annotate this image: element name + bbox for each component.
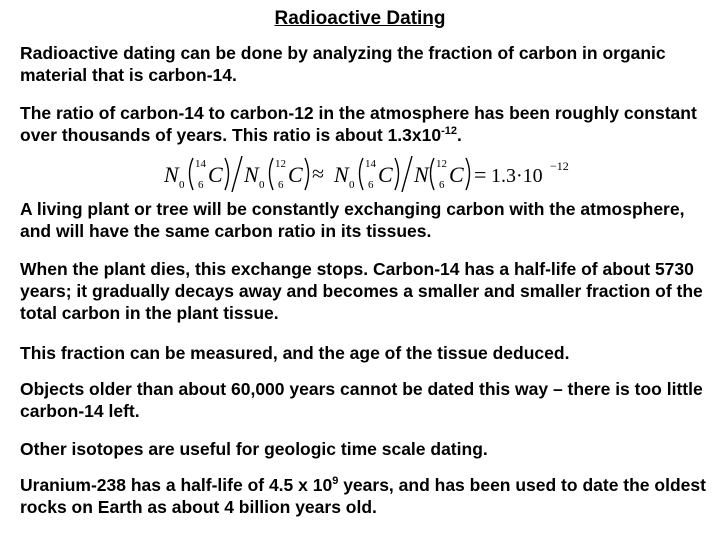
paragraph-ratio (20, 102, 710, 146)
eq-z-c: 6 (368, 179, 374, 191)
paragraph-intro: Radioactive dating can be done by analyzing the fraction of carbon in organic material that is carbon-14. (20, 43, 666, 85)
eq-c-a: C (208, 162, 223, 187)
eq-c-c: C (378, 162, 393, 187)
eq-n0-a-sub: 0 (179, 179, 185, 191)
paragraph-measured: This fraction can be measured, and the age of the tissue deduced. (20, 343, 570, 363)
eq-n0-b: N (244, 162, 259, 187)
eq-paren-close-1 (225, 158, 229, 190)
eq-n0-c: N (334, 162, 349, 187)
ratio-exponent: -12 (441, 125, 458, 138)
eq-paren-close-3 (395, 158, 399, 190)
eq-c-b: C (288, 162, 303, 187)
eq-paren-open-2 (270, 158, 274, 190)
eq-paren-close-4 (466, 158, 470, 190)
eq-slash-2 (402, 156, 412, 192)
eq-paren-open-1 (190, 158, 194, 190)
eq-n: N (414, 162, 429, 187)
uranium-text: Uranium-238 has a half-life of 4.5 x 10 (20, 475, 333, 495)
eq-paren-open-3 (360, 158, 364, 190)
page-title (0, 8, 720, 30)
paragraph-other-isotopes: Other isotopes are useful for geologic time scale dating. (20, 439, 488, 459)
eq-mass-12-a: 12 (275, 158, 286, 170)
uranium-exponent: 9 (332, 475, 339, 488)
eq-value: 1.3·10 (491, 165, 543, 187)
eq-n0-c-sub: 0 (349, 179, 355, 191)
ratio-text: The ratio of carbon-14 to carbon-12 in the atmosphere has been roughly constant over thousands of years. This ratio is about 1.3x10 (20, 103, 697, 145)
eq-z-d: 6 (439, 179, 445, 191)
eq-c-d: C (449, 162, 464, 187)
title-text: Radioactive Dating (274, 8, 446, 29)
eq-equals: = (474, 162, 487, 187)
eq-paren-close-2 (305, 158, 309, 190)
eq-mass-12-b: 12 (436, 158, 447, 170)
carbon-ratio-equation (160, 152, 630, 194)
paragraph-living-plant: A living plant or tree will be constantly exchanging carbon with the atmosphere, and will have the same carbon ratio in its tissues. (20, 199, 685, 241)
eq-approx: ≈ (312, 161, 325, 186)
paragraph-older-objects: Objects older than about 60,000 years cannot be dated this way – there is too little carbon-14 left. (20, 379, 703, 421)
eq-value-exponent: −12 (550, 159, 569, 173)
eq-z-b: 6 (278, 179, 284, 191)
paragraph-uranium (20, 474, 710, 518)
eq-paren-open-4 (431, 158, 435, 190)
eq-slash-1 (232, 156, 242, 192)
eq-mass-14-b: 14 (365, 158, 376, 170)
ratio-end: . (457, 125, 462, 145)
paragraph-plant-dies: When the plant dies, this exchange stops. Carbon-14 has a half-life of about 5730 years; it gradually decays away and becomes a smaller and smaller fraction of the total carbon in the plant tissue. (20, 259, 703, 323)
eq-n0-a: N (164, 162, 179, 187)
eq-mass-14-a: 14 (195, 158, 206, 170)
eq-z-a: 6 (198, 179, 204, 191)
eq-n0-b-sub: 0 (259, 179, 265, 191)
uranium-end: years, and has been used to date the oldest rocks on Earth as about 4 billion years old. (20, 475, 706, 517)
